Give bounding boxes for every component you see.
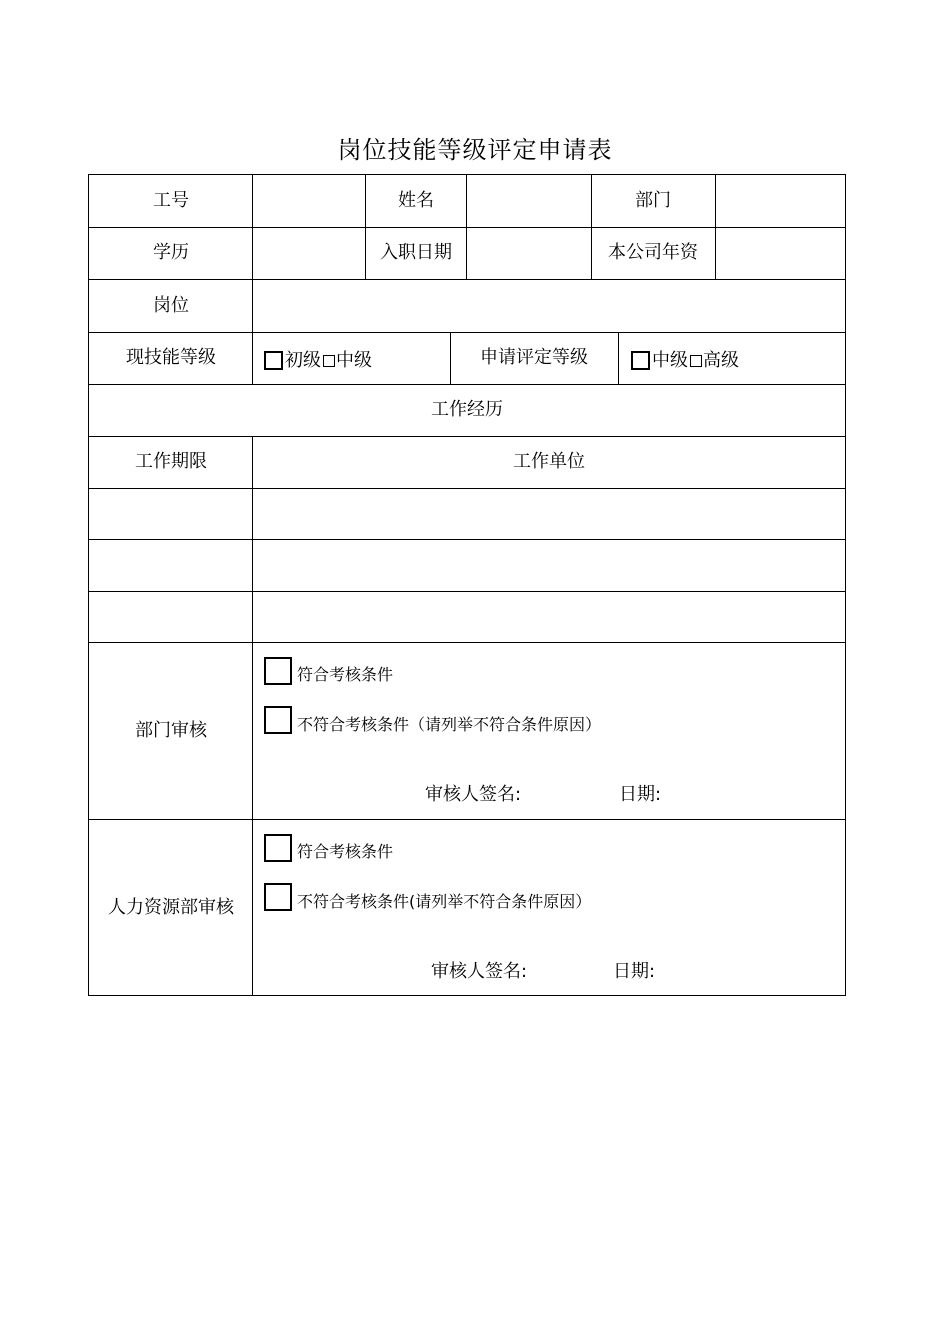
work-experience-header: 工作经历	[431, 399, 503, 420]
row-divider	[89, 539, 845, 540]
hr-review-label: 人力资源部审核	[108, 897, 234, 918]
dept-signature-label: 审核人签名:	[425, 784, 522, 805]
form-title: 岗位技能等级评定申请表	[337, 136, 613, 164]
row-divider	[89, 227, 845, 228]
current-level-options	[264, 349, 372, 373]
application-form-table	[88, 174, 846, 996]
current-level-intermediate-label: 中级	[336, 350, 372, 371]
company-seniority-label: 本公司年资	[608, 242, 698, 263]
current-level-junior-label: 初级	[285, 350, 321, 371]
current-level-junior-checkbox[interactable]	[264, 351, 283, 370]
dept-date-label: 日期:	[619, 784, 662, 805]
dept-meets-checkbox[interactable]	[264, 657, 292, 685]
applied-level-options	[631, 349, 739, 373]
hr-meets-label: 符合考核条件	[297, 842, 394, 861]
work-unit-header: 工作单位	[513, 451, 585, 472]
dept-not-meets-label: 不符合考核条件（请列举不符合条件原因）	[297, 715, 602, 734]
current-skill-level-label: 现技能等级	[126, 347, 216, 368]
department-label: 部门	[635, 190, 671, 211]
column-divider	[252, 436, 253, 995]
row-divider	[89, 642, 845, 643]
row-divider	[89, 279, 845, 280]
column-divider	[715, 175, 716, 279]
column-divider	[252, 175, 253, 384]
position-label: 岗位	[153, 295, 189, 316]
row-divider	[89, 332, 845, 333]
column-divider	[466, 175, 467, 279]
row-divider	[89, 384, 845, 385]
hr-signature-label: 审核人签名:	[431, 961, 528, 982]
dept-not-meets-checkbox[interactable]	[264, 706, 292, 734]
dept-meets-label: 符合考核条件	[297, 665, 394, 684]
name-label: 姓名	[398, 190, 434, 211]
column-divider	[365, 175, 366, 279]
hire-date-label: 入职日期	[380, 242, 452, 263]
applied-level-label: 申请评定等级	[480, 347, 588, 368]
row-divider	[89, 488, 845, 489]
row-divider	[89, 591, 845, 592]
row-divider	[89, 819, 845, 820]
row-divider	[89, 436, 845, 437]
applied-level-intermediate-label: 中级	[652, 350, 688, 371]
dept-review-label: 部门审核	[135, 720, 207, 741]
column-divider	[591, 175, 592, 279]
hr-date-label: 日期:	[613, 961, 656, 982]
applied-level-intermediate-checkbox[interactable]	[631, 351, 650, 370]
work-period-header: 工作期限	[135, 451, 207, 472]
hr-not-meets-checkbox[interactable]	[264, 883, 292, 911]
applied-level-senior-label: 高级	[703, 350, 739, 371]
employee-id-label: 工号	[153, 190, 189, 211]
education-label: 学历	[153, 242, 189, 263]
applied-level-senior-checkbox[interactable]	[690, 355, 702, 367]
column-divider	[450, 332, 451, 384]
current-level-intermediate-checkbox[interactable]	[323, 355, 335, 367]
column-divider	[618, 332, 619, 384]
hr-meets-checkbox[interactable]	[264, 834, 292, 862]
hr-not-meets-label: 不符合考核条件(请列举不符合条件原因）	[297, 892, 592, 911]
